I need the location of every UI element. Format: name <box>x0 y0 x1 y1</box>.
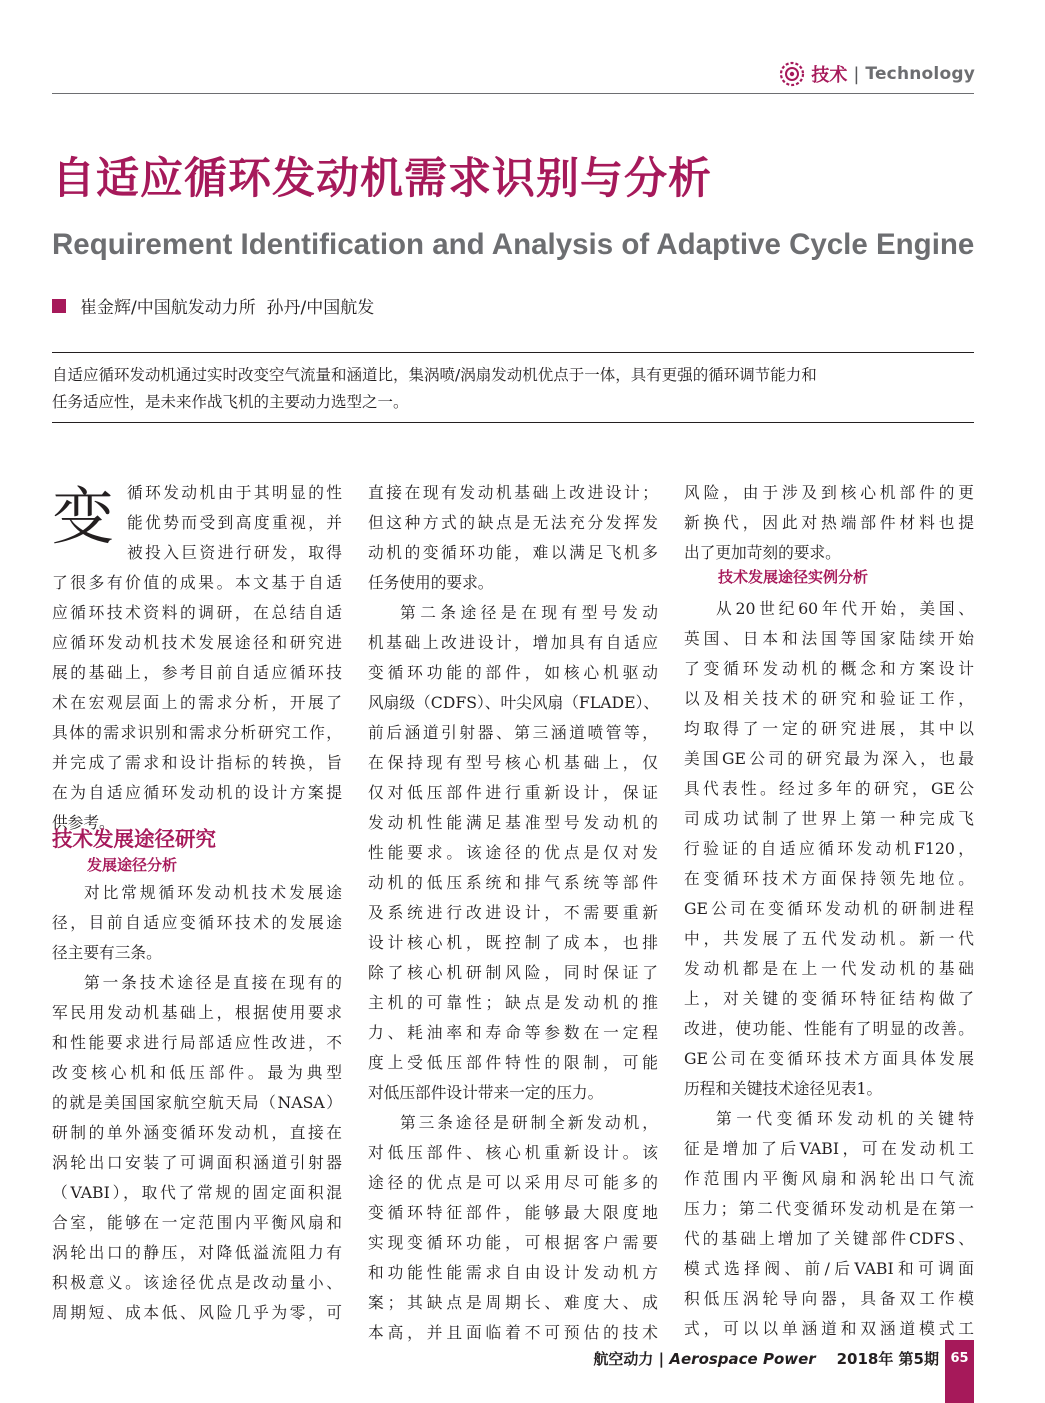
body-line: 能优势而受到高度重视，并 <box>127 513 342 532</box>
body-line: 历程和关键技术途径见表1。 <box>684 1079 883 1098</box>
body-line: 合室，能够在一定范围内平衡风扇和 <box>52 1213 342 1232</box>
subsection-heading: 发展途径分析 <box>87 856 178 874</box>
body-line: 并完成了需求和设计指标的转换，旨 <box>52 753 342 772</box>
journal-footer <box>593 1348 939 1369</box>
header-rule <box>52 93 974 94</box>
body-line: 在保持现有型号核心机基础上，仅 <box>368 753 658 772</box>
body-line: 代的基础上增加了关键部件CDFS、 <box>684 1229 974 1248</box>
body-line: 度上受低压部件特性的限制，可能 <box>368 1053 658 1072</box>
body-line: 具体的需求识别和需求分析研究工作， <box>52 723 342 742</box>
body-line: 及系统进行改进设计，不需要重新 <box>368 903 658 922</box>
article-title-en: Requirement Identification and Analysis of Adaptive Cycle Engine <box>52 228 975 261</box>
abstract <box>52 362 974 416</box>
body-line: 中，共发展了五代发动机。新一代 <box>684 929 974 948</box>
body-line: 对低压部件、核心机重新设计。该 <box>368 1143 658 1162</box>
body-line: 动机的变循环功能，难以满足飞机多 <box>368 543 658 562</box>
section-heading: 技术发展途径研究 <box>52 827 216 851</box>
body-line: 除了核心机研制风险，同时保证了 <box>368 963 658 982</box>
body-line: 研制的单外涵变循环发动机，直接在 <box>52 1123 342 1142</box>
section-tag <box>779 60 975 88</box>
body-line: 积低压涡轮导向器，具备双工作模 <box>684 1289 974 1308</box>
body-line: 前后涵道引射器、第三涵道喷管等， <box>368 723 658 742</box>
column-2 <box>368 478 658 1348</box>
body-line: 主机的可靠性；缺点是发动机的推 <box>368 993 658 1012</box>
body-line: 发动机性能满足基准型号发动机的 <box>368 813 658 832</box>
section-label-en: Technology <box>865 64 975 84</box>
body-line: 应循环技术资料的调研，在总结自适 <box>52 603 342 622</box>
author-line <box>52 293 374 318</box>
body-line: 上，对关键的变循环特征结构做了 <box>684 989 974 1008</box>
abstract-line: 任务适应性，是未来作战飞机的主要动力选型之一。 <box>52 393 409 411</box>
body-line: 途径的优点是可以采用尽可能多的 <box>368 1173 658 1192</box>
body-line: 征是增加了后VABI，可在发动机工 <box>684 1139 974 1158</box>
page-number: 65 <box>945 1340 974 1403</box>
subsection-heading: 技术发展途径实例分析 <box>718 568 869 586</box>
abstract-bottom-rule <box>52 422 974 423</box>
body-line: 仅对低压部件进行重新设计，保证 <box>368 783 658 802</box>
body-line: 的就是美国国家航空航天局（NASA） <box>52 1093 342 1112</box>
column-3-body <box>684 594 974 1344</box>
body-line: 但这种方式的缺点是无法充分发挥发 <box>368 513 658 532</box>
column-1-body <box>52 878 342 1328</box>
body-line: 被投入巨资进行研发，取得 <box>127 543 342 562</box>
body-line: 直接在现有发动机基础上改进设计； <box>368 483 658 502</box>
body-line: 美国GE公司的研究最为深入，也最 <box>684 749 974 768</box>
author-bullet-icon <box>52 299 66 313</box>
author-names: 崔金辉/中国航发动力所 孙丹/中国航发 <box>80 298 375 318</box>
body-line: 变循环特征部件，能够最大限度地 <box>368 1203 658 1222</box>
body-line: （VABI），取代了常规的固定面积混 <box>52 1183 342 1202</box>
body-line: 新换代，因此对热端部件材料也提 <box>684 513 974 532</box>
body-line: 周期短、成本低、风险几乎为零，可 <box>52 1303 342 1322</box>
body-line: 改变核心机和低压部件。最为典型 <box>52 1063 342 1082</box>
body-line: 机基础上改进设计，增加具有自适应 <box>368 633 658 652</box>
body-line: 行验证的自适应循环发动机F120， <box>684 839 974 858</box>
body-line: 应循环发动机技术发展途径和研究进 <box>52 633 342 652</box>
journal-issue: 2018年 第5期 <box>836 1350 939 1368</box>
body-line: 任务使用的要求。 <box>368 573 494 592</box>
body-line: 术在宏观层面上的需求分析，开展了 <box>52 693 342 712</box>
body-line: 第一条技术途径是直接在现有的 <box>84 973 342 992</box>
body-line: 均取得了一定的研究进展，其中以 <box>684 719 974 738</box>
column-1 <box>52 478 342 838</box>
body-line: 设计核心机，既控制了成本，也排 <box>368 933 658 952</box>
body-line: 对比常规循环发动机技术发展途 <box>84 883 342 902</box>
body-line: 具代表性。经过多年的研究，GE公 <box>684 779 974 798</box>
body-line: 变循环功能的部件，如核心机驱动 <box>368 663 658 682</box>
body-line: 了变循环发动机的概念和方案设计 <box>684 659 974 678</box>
body-line: 径主要有三条。 <box>52 943 162 962</box>
body-line: 作范围内平衡风扇和涡轮出口气流 <box>684 1169 974 1188</box>
column-3 <box>684 478 974 568</box>
body-line: 在变循环技术方面保持领先地位。 <box>684 869 974 888</box>
body-line: 式，可以以单涵道和双涵道模式工 <box>684 1319 974 1338</box>
body-line: 改进，使功能、性能有了明显的改善。 <box>684 1019 974 1038</box>
section-label-zh: 技术 <box>811 65 848 86</box>
abstract-top-rule <box>52 352 974 353</box>
abstract-line: 自适应循环发动机通过实时改变空气流量和涵道比，集涡喷/涡扇发动机优点于一体，具有更强的循环调节能力和 <box>52 366 817 384</box>
journal-separator: | <box>658 1350 665 1368</box>
body-line: 第三条途径是研制全新发动机， <box>400 1113 658 1132</box>
body-line: 性能要求。该途径的优点是仅对发 <box>368 843 658 862</box>
body-line: 和功能性能需求自由设计发动机方 <box>368 1263 658 1282</box>
body-line: 司成功试制了世界上第一种完成飞 <box>684 809 974 828</box>
body-line: 涡轮出口的静压，对降低溢流阻力有 <box>52 1243 342 1262</box>
body-line: 军民用发动机基础上，根据使用要求 <box>52 1003 342 1022</box>
body-line: 本高，并且面临着不可预估的技术 <box>368 1323 658 1342</box>
body-line: 发动机都是在上一代发动机的基础 <box>684 959 974 978</box>
aero-logo-icon <box>779 61 805 87</box>
journal-name-zh: 航空动力 <box>593 1350 654 1368</box>
body-line: 供参考。 <box>52 813 115 832</box>
body-line: 风险，由于涉及到核心机部件的更 <box>684 483 974 502</box>
body-line: 出了更加苛刻的要求。 <box>684 543 841 562</box>
body-line: GE公司在变循环技术方面具体发展 <box>684 1049 974 1068</box>
body-line: 压力；第二代变循环发动机是在第一 <box>684 1199 974 1218</box>
body-line: 循环发动机由于其明显的性 <box>127 483 342 502</box>
body-line: 在为自适应循环发动机的设计方案提 <box>52 783 342 802</box>
body-line: 对低压部件设计带来一定的压力。 <box>368 1083 604 1102</box>
body-line: 英国、日本和法国等国家陆续开始 <box>684 629 974 648</box>
drop-cap: 变 <box>52 480 115 553</box>
body-line: 涡轮出口安装了可调面积涵道引射器 <box>52 1153 342 1172</box>
body-line: 和性能要求进行局部适应性改进，不 <box>52 1033 342 1052</box>
body-line: 展的基础上，参考目前自适应循环技 <box>52 663 342 682</box>
body-line: 第二条途径是在现有型号发动 <box>400 603 658 622</box>
body-line: 了很多有价值的成果。本文基于自适 <box>52 573 342 592</box>
body-line: 风扇级（CDFS）、叶尖风扇（FLADE）、 <box>368 693 660 712</box>
article-title-zh: 自适应循环发动机需求识别与分析 <box>52 154 712 204</box>
body-line: GE公司在变循环发动机的研制进程 <box>684 899 974 918</box>
body-line: 模式选择阀、前/后VABI和可调面 <box>684 1259 974 1278</box>
journal-name-en: Aerospace Power <box>669 1350 816 1368</box>
body-line: 从20世纪60年代开始，美国、 <box>716 599 974 618</box>
body-line: 实现变循环功能，可根据客户需要 <box>368 1233 658 1252</box>
body-line: 力、耗油率和寿命等参数在一定程 <box>368 1023 658 1042</box>
body-line: 动机的低压系统和排气系统等部件 <box>368 873 658 892</box>
section-separator: | <box>853 63 860 85</box>
body-line: 案；其缺点是周期长、难度大、成 <box>368 1293 658 1312</box>
body-line: 积极意义。该途径优点是改动量小、 <box>52 1273 342 1292</box>
body-line: 第一代变循环发动机的关键特 <box>716 1109 974 1128</box>
body-line: 以及相关技术的研究和验证工作， <box>684 689 974 708</box>
body-line: 径，目前自适应变循环技术的发展途 <box>52 913 342 932</box>
